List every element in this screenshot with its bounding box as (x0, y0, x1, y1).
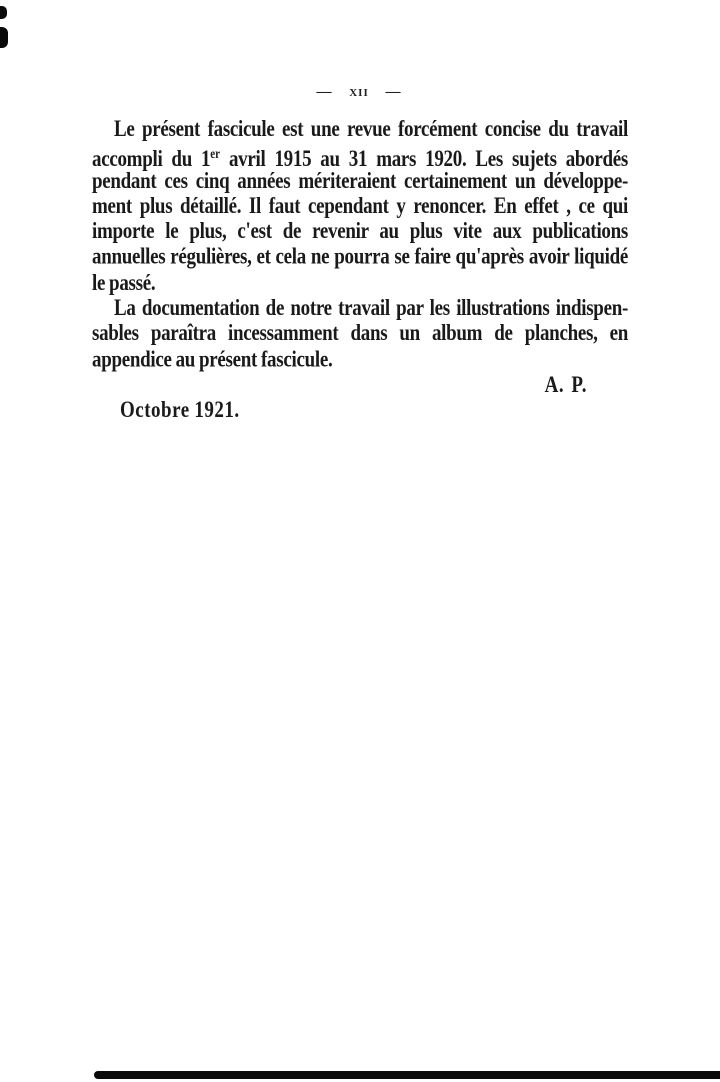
line-segment: avril 1915 au 31 mars 1920. Les sujets abordés (219, 147, 628, 173)
superscript-ordinal: er (210, 147, 220, 162)
text-line: pendant ces cinq années mériteraient certainement un développe- (92, 168, 628, 194)
text-line: ment plus détaillé. Il faut cependant y renoncer. En effet , ce qui (92, 193, 628, 219)
text-line (92, 143, 628, 173)
scan-artifact-top-left-2 (0, 27, 8, 48)
line-segment: accompli du 1 (92, 147, 211, 173)
scan-artifact-top-left-1 (0, 6, 7, 19)
text-line: le passé. (92, 270, 156, 296)
text-line: importe le plus, c'est de revenir au plus vite aux publications (92, 219, 628, 245)
date-line: Octobre 1921. (120, 398, 240, 424)
text-line: sables paraîtra incessamment dans un album de planches, en (92, 321, 628, 347)
author-initials: A. P. (544, 372, 587, 398)
text-line: appendice au présent fascicule. (92, 347, 333, 373)
scan-artifact-bottom-bar (94, 1071, 720, 1079)
text-line: annuelles régulières, et cela ne pourra se faire qu'après avoir liquidé (92, 244, 628, 270)
text-line: Le présent fascicule est une revue forcément concise du travail (114, 117, 628, 143)
text-line: La documentation de notre travail par les illustrations indispen- (114, 295, 628, 322)
page-number-header: — xii — (316, 84, 402, 100)
page-body-text (92, 117, 628, 424)
